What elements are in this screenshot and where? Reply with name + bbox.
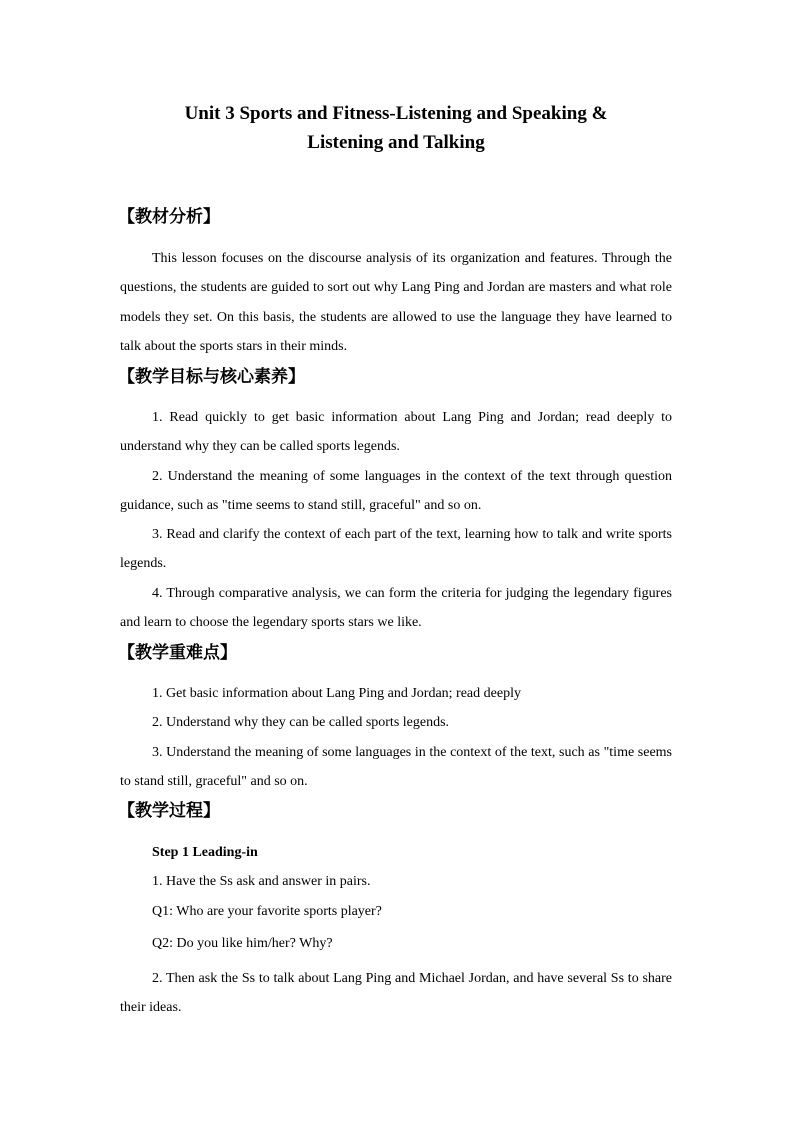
heading-teaching-objectives: 【教学目标与核心素养】 <box>118 367 305 387</box>
step-1-label: Step 1 Leading-in <box>152 845 258 860</box>
heading-key-difficult-points: 【教学重难点】 <box>118 643 237 663</box>
title-line-2: Listening and Talking <box>307 132 485 153</box>
document-title <box>120 99 672 157</box>
keypoint-item-2: 2. Understand why they can be called sports legends. <box>152 715 450 730</box>
process-line-1: 1. Have the Ss ask and answer in pairs. <box>152 874 371 889</box>
keypoint-item-1: 1. Get basic information about Lang Ping and Jordan; read deeply <box>152 686 521 701</box>
keypoint-item-3: 3. Understand the meaning of some languages in the context of the text, such as "time seems to stand still, graceful" and so on. <box>120 745 672 790</box>
objective-item-2: 2. Understand the meaning of some languages in the context of the text through question guidance, such as "time seems to stand still, graceful" and so on. <box>120 469 672 514</box>
objective-item-1: 1. Read quickly to get basic information about Lang Ping and Jordan; read deeply to understand why they can be called sports legends. <box>120 410 672 455</box>
process-line-2: Q1: Who are your favorite sports player? <box>152 904 382 919</box>
heading-teaching-process: 【教学过程】 <box>118 801 220 821</box>
objective-item-3: 3. Read and clarify the context of each part of the text, learning how to talk and write sports legends. <box>120 527 672 572</box>
process-line-3: Q2: Do you like him/her? Why? <box>152 936 333 951</box>
objective-item-4: 4. Through comparative analysis, we can form the criteria for judging the legendary figures and learn to choose the legendary sports stars we like. <box>120 586 672 631</box>
process-paragraph-2: 2. Then ask the Ss to talk about Lang Ping and Michael Jordan, and have several Ss to share their ideas. <box>120 971 672 1016</box>
title-line-1: Unit 3 Sports and Fitness-Listening and Speaking & <box>184 103 608 124</box>
analysis-paragraph: This lesson focuses on the discourse analysis of its organization and features. Through the questions, the students are guided to sort out why Lang Ping and Jordan are masters and what role models they set. On this basis, the students are allowed to use the language they have learned to talk about the sports stars in their minds. <box>120 251 672 354</box>
heading-textbook-analysis: 【教材分析】 <box>118 207 220 227</box>
